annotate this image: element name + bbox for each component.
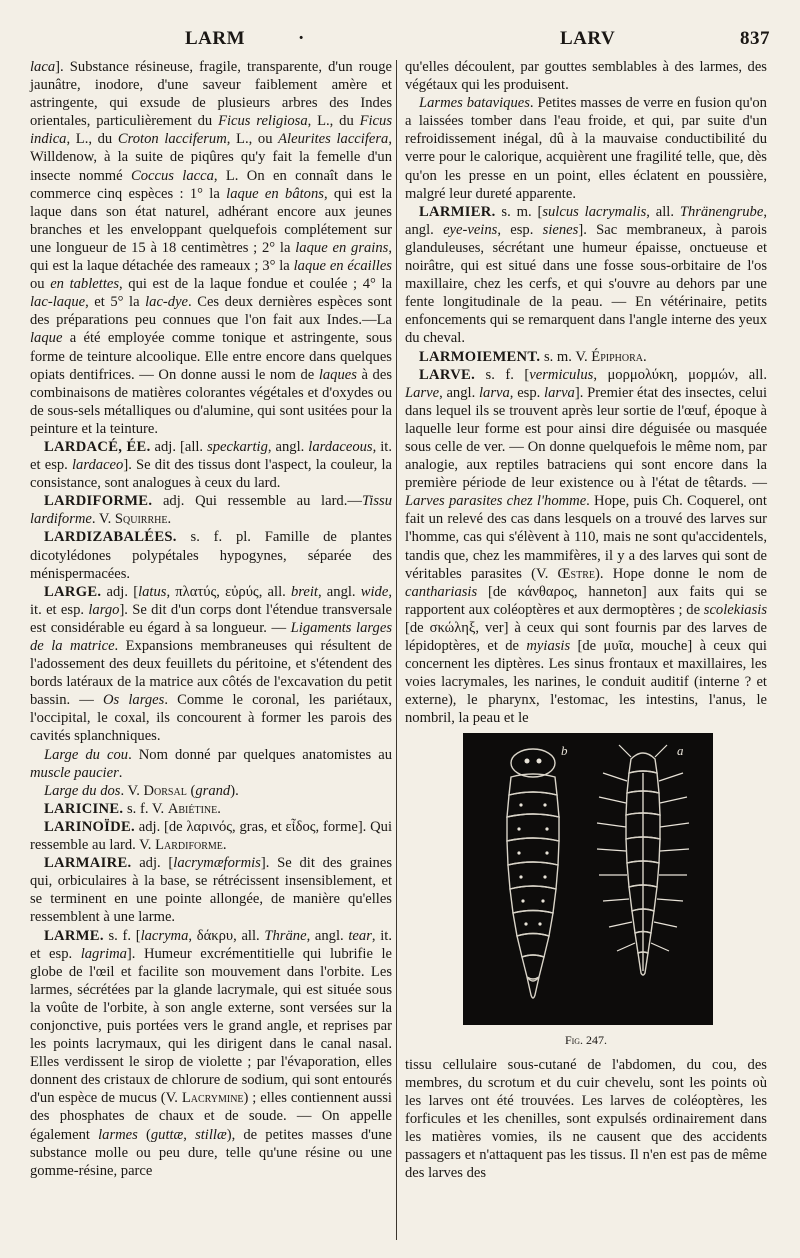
- dictionary-entry: Large du cou. Nom donné par quelques anatomistes au muscle paucier.: [30, 746, 392, 781]
- dictionary-entry: LARDACÉ, ÉE. adj. [all. speckartig, angl. lardaceous, it. et esp. lardaceo]. Se dit des tissus dont l'aspect, la couleur, la consistance, sont analogues à ceux du lard.: [30, 438, 392, 492]
- dictionary-entry: LARINOÏDE. adj. [de λαρινός, gras, et εἶδος, forme]. Qui ressemble au lard. V. Lardiforme.: [30, 818, 392, 854]
- dictionary-entry: LARMIER. s. m. [sulcus lacrymalis, all. Thränengrube, angl. eye-veins, esp. sienes]. Sac membraneux, à parois glanduleuses, sécrétant une humeur épaisse, onctueuse et noirâtre, qui est situé dans une fosse sous-orbitaire de l'os maxillaire, chez les cerfs, et qui s'ouvre au dehors par une fente longitudinale de la peau. — En vétérinaire, petits enfoncements qui se remarquent dans l'angle interne des yeux du cheval.: [405, 203, 767, 347]
- dictionary-entry: LARDIZABALÉES. s. f. pl. Famille de plantes dicotylédones polypétales hypogynes, séparée des ménispermacées.: [30, 529, 392, 582]
- dictionary-entry: LARME. s. f. [lacryma, δάκρυ, all. Thräne, angl. tear, it. et esp. lagrima]. Humeur excrémentitielle qui lubrifie le globe de l'œil et facilite son mouvement dans l'orbite. Les larmes, sécrétées par la glande lacrymale, qui est située sous la voûte de l'orbite, à son angle externe, sont versées sur la conjonctive, puis portées vers le grand angle, et reprises par les points lacrymaux, qui les dirigent dans le canal nasal. Elles verdissent le sirop de violette ; par l'évaporation, elles donnent des cristaux de chlorure de sodium, qui sont entourés d'un espèce de mucus (V. Lacrymine) ; elles contiennent aussi des phosphates de chaux et de soude. — On appelle également larmes (guttæ, stillæ), de petites masses d'une substance molle ou peu dure, telle qu'une résine ou une gomme-résine, parce: [30, 927, 392, 1179]
- left-column: [30, 58, 392, 1180]
- larva-figure: [463, 733, 713, 1025]
- larva-illustration: [463, 733, 713, 1025]
- column-divider: [396, 60, 397, 1240]
- dictionary-entry: qu'elles découlent, par gouttes semblables à des larmes, des végétaux qui les produisent.: [405, 59, 767, 94]
- dictionary-entry: LARVE. s. f. [vermiculus, μορμολύκη, μορμών, all. Larve, angl. larva, esp. larva]. Premier état des insectes, celui dans lequel ils se trouvent après leur sortie de l'œuf, époque à laquelle leur forme est pour ainsi dire déguisée ou masquée sous celle de ver. — On donne quelquefois le même nom, par analogie, aux reptiles batraciens qui sont encore dans la première période de leur existence ou à l'état de têtards. — Larves parasites chez l'homme. Hope, puis Ch. Coquerel, ont fait un relevé des cas dans lesquels on a trouvé des larves sur l'homme, cas qui s'élèvent à 110, mais ne sont qu'accidentels, tandis que, chez les mammifères, il y a des larves qui sont de véritables parasites (V. Œstre). Hope donne le nom de canthariasis [de κάνθαρος, hanneton] aux faits qui se rapportent aux coléoptères et aux dermoptères ; de scolekiasis [de σκώληξ, ver] à ceux qui sont fournis par des larves de lépidoptères, et de myiasis [de μυῖα, mouche] à ceux qui concernent les diptères. Les sinus frontaux et maxillaires, les voies lacrymales, les narines, le conduit auditif (interne ? et externe), le pharynx, l'estomac, les intestins, l'anus, le nombril, la peau et le: [405, 366, 767, 727]
- figure-label-a: a: [677, 743, 684, 759]
- dictionary-entry: laca]. Substance résineuse, fragile, transparente, d'un rouge jaunâtre, inodore, d'une saveur faiblement amère et astringente, qui exsude de plusieurs arbres des Indes orientales, particulièrement du Ficus religiosa, L., du Ficus indica, L., du Croton lacciferum, L., ou Aleurites laccifera, Willdenow, à la suite de piqûres qu'y fait la femelle d'un insecte nommé Coccus lacca, L. On en connaît dans le commerce cinq espèces : 1° la laque en bâtons, qui est la laque dans son état naturel, adhérant encore aux jeunes branches et les enveloppant quelquefois complétement sur une longueur de 15 à 18 centimètres ; 2° la laque en grains, qui est la laque détachée des rameaux ; 3° la laque en écailles ou en tablettes, qui est de la laque fondue et coulée ; 4° la lac-laque, et 5° la lac-dye. Ces deux dernières espèces sont des préparations peu connues que l'on fait aux Indes.—La laque a été employée comme tonique et astringente, sous forme de teinture alcoolique. Elle entre encore dans quelques opiats dentifrices. — On donne aussi le nom de laques à des combinaisons de matières colorantes végétales et d'oxydes ou de sous-sels métalliques ou d'alumine, qui sont usitées pour la peinture et la teinture.: [30, 59, 393, 437]
- dictionary-entry: tissu cellulaire sous-cutané de l'abdomen, du cou, des membres, du scrotum et du cuir chevelu, sont les points où les larves ont été trouvées. Les larves de coléoptères, les forficules et les chenilles, sont expulsés ordinairement dans les matières vomies, ils ne causent que des accidents passagers et n'attaquent pas les tissus. Il n'en est pas de même des larves des: [405, 1056, 767, 1182]
- right-column: [405, 58, 767, 1182]
- dictionary-entry: LARGE. adj. [latus, πλατύς, εὐρύς, all. breit, angl. wide, it. et esp. largo]. Se dit d'un corps dont l'étendue transversale est considérable eu égard à sa longueur. — Ligaments larges de la matrice. Expansions membraneuses qui résultent de l'adossement des deux feuillets du péritoine, et s'étendent des bords latéraux de la matrice aux côtés de l'excavation du petit bassin. — Os larges. Comme le coronal, les pariétaux, l'occipital, le coxal, ils concourent à former les parois des cavités splanchniques.: [30, 583, 392, 745]
- header-right-word: LARV: [560, 28, 616, 49]
- dictionary-entry: LARDIFORME. adj. Qui ressemble au lard.—Tissu lardiforme. V. Squirrhe.: [30, 493, 392, 528]
- dictionary-entry: LARMOIEMENT. s. m. V. Épiphora.: [419, 348, 647, 365]
- dictionary-entry: Large du dos. V. Dorsal (grand).: [44, 782, 239, 799]
- dictionary-entry: LARMAIRE. adj. [lacrymæformis]. Se dit des graines qui, orbiculaires à la base, se rétrécissent insensiblement, et se terminent en une pointe allongée, de manière qu'elles ressemblent à une larme.: [30, 855, 392, 926]
- running-header: [30, 24, 770, 52]
- dictionary-entry: LARICINE. s. f. V. Abiétine.: [44, 800, 221, 817]
- right-column-bottom: [405, 1056, 767, 1183]
- page-number: 837: [740, 28, 770, 49]
- dictionary-entry: Larmes bataviques. Petites masses de verre en fusion qu'on a laissées tomber dans l'eau froide, et qui, par suite d'un refroidissement inégal, dû à la mauvaise conductibilité du verre pour le calorique, acquièrent une fragilité telle, que, dès qu'on les presse en un point, elles éclatent en poussière, malgré leur dureté apparente.: [405, 95, 767, 202]
- right-column-top: [405, 58, 767, 727]
- figure-label-b: b: [561, 743, 568, 759]
- figure-caption: Fig. 247.: [564, 1033, 608, 1048]
- header-separator: ·: [298, 28, 305, 49]
- header-left-word: LARM: [185, 28, 246, 49]
